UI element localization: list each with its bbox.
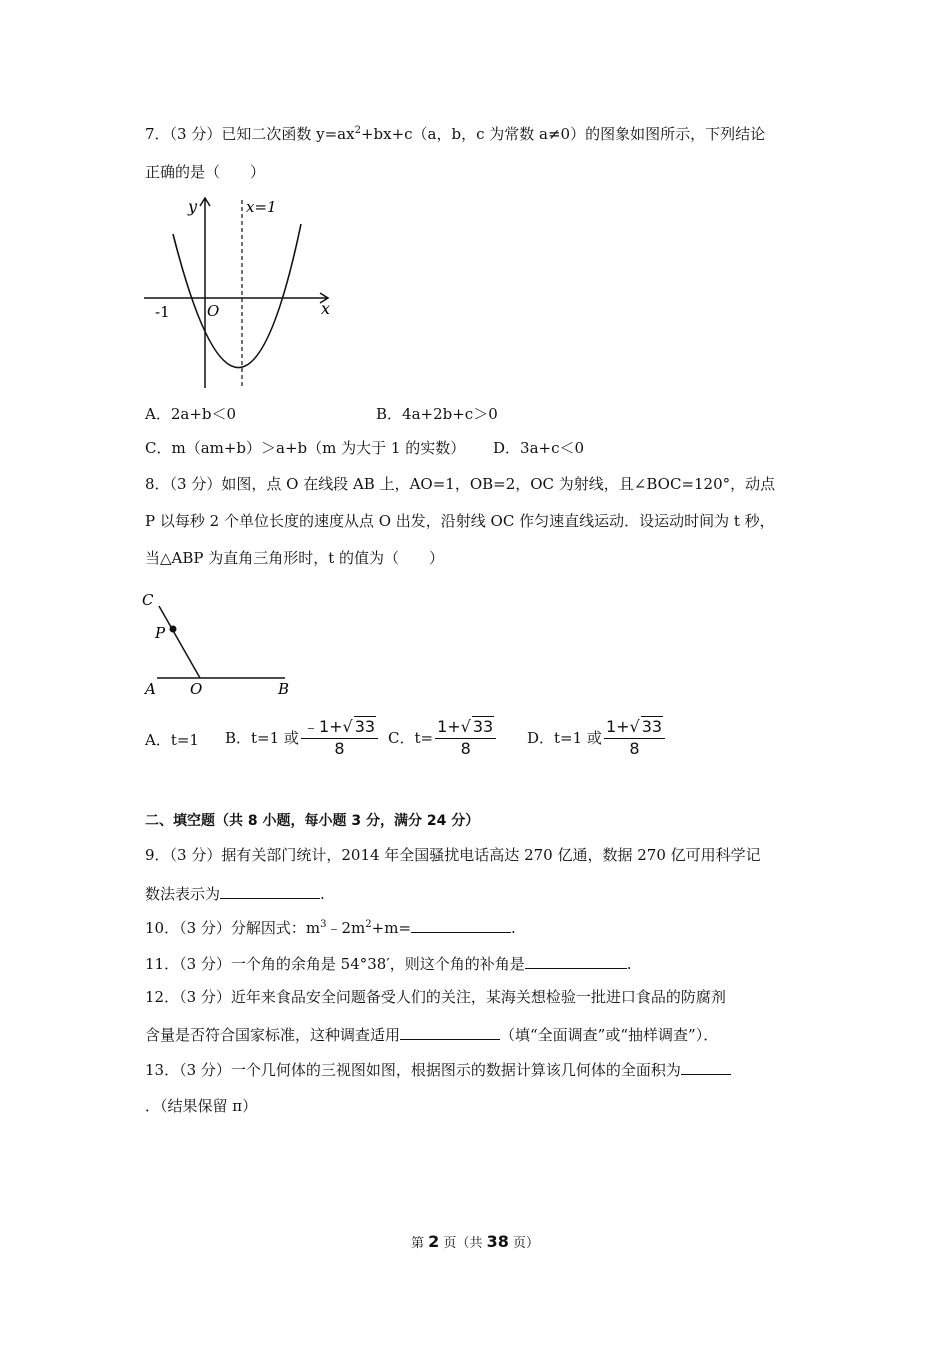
q7-stem-line2: 正确的是（ ） — [145, 163, 266, 181]
q7-option-c: C．m（am+b）＞a+b（m 为大于 1 的实数） — [145, 439, 466, 457]
q8-option-b: B．t=1 或 $\frac{﹣1+√ 33}{8}$ — [225, 716, 380, 759]
section2-title: 二、填空题（共 8 小题，每小题 3 分，满分 24 分） — [145, 813, 480, 829]
q7-stem-line1: 7．（3 分）已知二次函数 $y=ax^2+bx+c(a$，b，c 为常数 a≠0）的图象如图所示，下列结论 — [145, 125, 766, 143]
q7-option-d: D．3a+c＜0 — [493, 439, 585, 457]
fig8-label-a: A — [145, 680, 156, 698]
q11-line: 11．（3 分）一个角的余角是 54°38′，则这个角的补角是 . — [145, 955, 632, 973]
q8-option-a: A．t=1 — [145, 731, 199, 749]
graph-label-neg1: -1 — [155, 303, 170, 321]
q8-option-c: C．t= $\frac{1+√ 33}{8}$ — [388, 716, 498, 759]
q7-option-a: A．2a+b＜0 — [145, 405, 237, 423]
q8-stem-line3: 当△ABP 为直角三角形时，t 的值为（ ） — [145, 549, 445, 567]
fig8-label-o: O — [190, 680, 203, 698]
q10-answer-blank[interactable] — [411, 917, 511, 933]
q8-option-d: D．t=1 或 $\frac{1+√ 33}{8}$ — [527, 716, 667, 759]
fig8-label-b: B — [278, 680, 290, 698]
q13-line2: ．（结果保留 π） — [145, 1097, 258, 1115]
q13-line1: 13．（3 分）一个几何体的三视图如图，根据图示的数据计算该几何体的全面积为 — [145, 1059, 731, 1080]
q12-line2: 含量是否符合国家标准，这种调查适用 （填“全面调查”或“抽样调查”）． — [145, 1026, 719, 1044]
q8-stem-line2: P 以每秒 2 个单位长度的速度从点 O 出发，沿射线 OC 作匀速直线运动．设运动时间为 t 秒， — [145, 512, 775, 530]
q9-answer-blank[interactable] — [220, 883, 320, 899]
page-footer: 第 2 页（共 38 页） — [411, 1232, 539, 1251]
q12-answer-blank[interactable] — [400, 1024, 500, 1040]
graph-label-y: y — [188, 197, 198, 216]
q11-answer-blank[interactable] — [525, 953, 627, 969]
q9-line1: 9．（3 分）据有关部门统计，2014 年全国骚扰电话高达 270 亿通，数据 270 亿可用科学记 — [145, 846, 761, 864]
fig8-label-c: C — [142, 591, 154, 609]
graph-label-origin: O — [207, 302, 220, 320]
q8-stem-line1: 8．（3 分）如图，点 O 在线段 AB 上，AO=1，OB=2，OC 为射线，且∠BOC=120°，动点 — [145, 475, 776, 493]
fig8-label-p: P — [155, 624, 166, 642]
q7-option-b: B．4a+2b+c＞0 — [376, 405, 498, 423]
q9-line2: 数法表示为 . — [145, 885, 325, 903]
q13-answer-blank[interactable] — [681, 1059, 731, 1075]
q12-line1: 12．（3 分）近年来食品安全问题备受人们的关注，某海关想检验一批进口食品的防腐剂 — [145, 988, 726, 1006]
graph-label-axis: x=1 — [246, 198, 277, 216]
q7-parabola-graph — [140, 190, 340, 395]
q10-line: 10．（3 分）分解因式：$m^3﹣2m^2+m=$ . — [145, 919, 516, 937]
q8-ray-figure — [140, 585, 300, 700]
graph-label-x: x — [321, 299, 331, 318]
